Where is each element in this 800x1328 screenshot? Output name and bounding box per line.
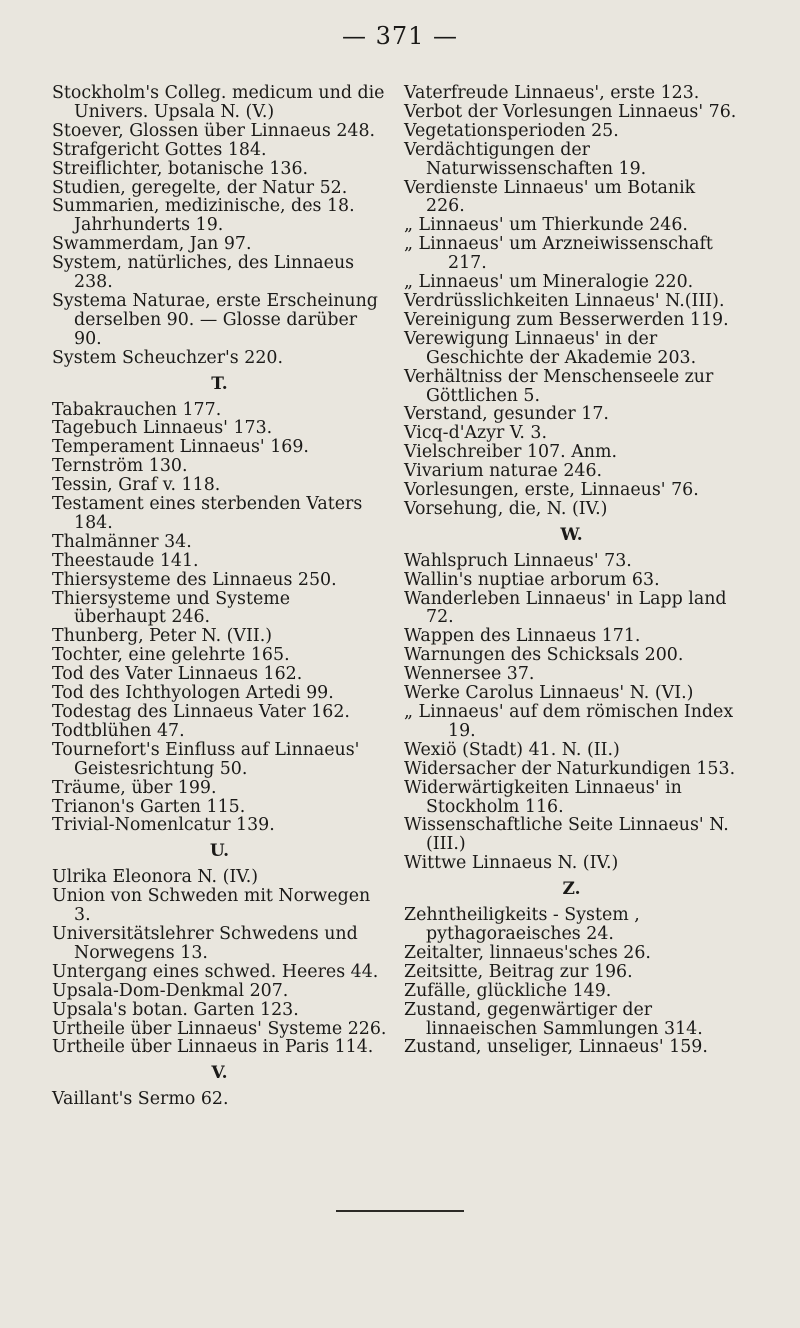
index-entry: Ternström 130. bbox=[52, 456, 188, 477]
index-entry: Streiflichter, botanische 136. bbox=[52, 158, 309, 179]
index-entry: Verdrüsslichkeiten Linnaeus' N.(III). bbox=[404, 290, 725, 311]
index-subentry: „ Linnaeus' um Arzneiwissenschaft 217. bbox=[404, 234, 719, 274]
index-entry: Thiersysteme und Systeme überhaupt 246. bbox=[52, 588, 296, 628]
index-entry: Trivial-Nomenlcatur 139. bbox=[52, 815, 275, 836]
index-entry: Vaterfreude Linnaeus', erste 123. bbox=[404, 83, 700, 103]
index-entry: Tagebuch Linnaeus' 173. bbox=[52, 418, 273, 439]
index-entry: Verbot der Vorlesungen Linnaeus' 76. bbox=[404, 101, 737, 122]
index-entry: Vereinigung zum Besserwerden 119. bbox=[404, 309, 729, 330]
index-entry: Wanderleben Linnaeus' in Lapp land 72. bbox=[404, 588, 733, 628]
index-entry: Vorlesungen, erste, Linnaeus' 76. bbox=[404, 480, 699, 501]
index-entry: Vaillant's Sermo 62. bbox=[52, 1089, 229, 1110]
index-entry: Zustand, gegenwärtiger der linnaeischen Sammlungen 314. bbox=[404, 999, 703, 1039]
index-entry: Verdächtigungen der Naturwissenschaften 19. bbox=[404, 139, 647, 179]
index-entry: Swammerdam, Jan 97. bbox=[52, 234, 252, 255]
index-entry: Ulrika Eleonora N. (IV.) bbox=[52, 867, 259, 888]
index-entry: Stoever, Glossen über Linnaeus 248. bbox=[52, 120, 376, 141]
index-entry: Union von Schweden mit Norwegen 3. bbox=[52, 886, 376, 926]
index-entry: Verhältniss der Menschenseele zur Göttlichen 5. bbox=[404, 366, 719, 406]
index-entry: Studien, geregelte, der Natur 52. bbox=[52, 177, 348, 198]
index-entry: Wahlspruch Linnaeus' 73. bbox=[404, 550, 632, 571]
index-entry: Vorsehung, die, N. (IV.) bbox=[404, 498, 608, 519]
index-entry: Strafgericht Gottes 184. bbox=[52, 139, 267, 160]
index-column-right bbox=[404, 84, 739, 1057]
index-subentry: „ Linnaeus' auf dem römischen Index 19. bbox=[404, 702, 739, 741]
index-column-left bbox=[52, 83, 390, 1110]
index-entry: Urtheile über Linnaeus in Paris 114. bbox=[52, 1037, 374, 1058]
index-entry: Tournefort's Einfluss auf Linnaeus' Geistesrichtung 50. bbox=[52, 739, 365, 779]
index-entry: Testament eines sterbenden Vaters 184. bbox=[52, 494, 368, 533]
index-entry: Theestaude 141. bbox=[52, 550, 199, 571]
index-entry: Tochter, eine gelehrte 165. bbox=[52, 645, 290, 666]
section-letter: Z. bbox=[562, 879, 581, 900]
index-entry: Vicq-d'Azyr V. 3. bbox=[404, 423, 548, 444]
index-entry: Widerwärtigkeiten Linnaeus' in Stockholm 116. bbox=[404, 777, 688, 817]
index-entry: Tod des Vater Linnaeus 162. bbox=[52, 664, 303, 685]
index-subentry: „ Linnaeus' um Thierkunde 246. bbox=[404, 215, 688, 236]
index-entry: Todestag des Linnaeus Vater 162. bbox=[52, 702, 350, 722]
index-entry: Verstand, gesunder 17. bbox=[404, 404, 609, 425]
index-entry: Vielschreiber 107. Anm. bbox=[404, 442, 617, 463]
index-entry: Upsala's botan. Garten 123. bbox=[52, 999, 299, 1020]
end-rule bbox=[336, 1210, 464, 1212]
index-entry: Systema Naturae, erste Erscheinung derselben 90. — Glosse darüber 90. bbox=[52, 290, 384, 349]
index-entry: Zustand, unseliger, Linnaeus' 159. bbox=[404, 1037, 708, 1058]
index-entry: Wexiö (Stadt) 41. N. (II.) bbox=[404, 739, 620, 760]
index-entry: Thalmänner 34. bbox=[52, 531, 192, 552]
index-entry: Universitätslehrer Schwedens und Norwegens 13. bbox=[52, 923, 364, 963]
index-entry: Temperament Linnaeus' 169. bbox=[52, 437, 309, 458]
index-entry: Zeitsitte, Beitrag zur 196. bbox=[404, 961, 633, 982]
index-entry: Trianon's Garten 115. bbox=[52, 796, 246, 817]
index-entry: Werke Carolus Linnaeus' N. (VI.) bbox=[404, 683, 694, 704]
index-entry: Wennersee 37. bbox=[404, 664, 535, 685]
index-entry: Träume, über 199. bbox=[52, 777, 217, 798]
index-entry: System, natürliches, des Linnaeus 238. bbox=[52, 253, 360, 293]
index-entry: Thiersysteme des Linnaeus 250. bbox=[52, 569, 337, 590]
section-letter: U. bbox=[209, 841, 230, 862]
index-entry: Widersacher der Naturkundigen 153. bbox=[404, 758, 736, 779]
index-entry: Warnungen des Schicksals 200. bbox=[404, 645, 684, 666]
index-entry: Zeitalter, linnaeus'sches 26. bbox=[404, 942, 651, 963]
index-entry: Tabakrauchen 177. bbox=[52, 399, 222, 420]
page-number: — 371 — bbox=[341, 22, 459, 50]
index-entry: Vivarium naturae 246. bbox=[404, 461, 603, 482]
index-entry: Verewigung Linnaeus' in der Geschichte der Akademie 203. bbox=[404, 328, 697, 368]
section-letter: T. bbox=[211, 373, 228, 394]
index-entry: Upsala-Dom-Denkmal 207. bbox=[52, 980, 289, 1001]
section-letter: W. bbox=[560, 524, 583, 545]
index-entry: Wappen des Linnaeus 171. bbox=[404, 626, 641, 647]
index-subentry: „ Linnaeus' um Mineralogie 220. bbox=[404, 272, 694, 293]
index-entry: Todtblühen 47. bbox=[52, 720, 185, 741]
index-entry: Thunberg, Peter N. (VII.) bbox=[52, 626, 273, 647]
index-entry: Vegetationsperioden 25. bbox=[404, 120, 619, 141]
index-entry: Verdienste Linnaeus' um Botanik 226. bbox=[404, 177, 701, 217]
index-entry: System Scheuchzer's 220. bbox=[52, 347, 283, 368]
index-entry: Urtheile über Linnaeus' Systeme 226. bbox=[52, 1018, 387, 1039]
index-entry: Summarien, medizinische, des 18. Jahrhunderts 19. bbox=[52, 196, 361, 236]
index-entry: Stockholm's Colleg. medicum und die Univers. Upsala N. (V.) bbox=[52, 83, 390, 122]
index-entry: Wissenschaftliche Seite Linnaeus' N. (III.) bbox=[404, 815, 735, 855]
index-entry: Wallin's nuptiae arborum 63. bbox=[404, 569, 660, 590]
index-entry: Zehntheiligkeits - System , pythagoraeisches 24. bbox=[404, 905, 646, 944]
index-entry: Wittwe Linnaeus N. (IV.) bbox=[404, 853, 619, 874]
index-entry: Tessin, Graf v. 118. bbox=[52, 475, 221, 496]
index-entry: Tod des Ichthyologen Artedi 99. bbox=[52, 683, 334, 704]
index-entry: Zufälle, glückliche 149. bbox=[404, 980, 612, 1001]
index-entry: Untergang eines schwed. Heeres 44. bbox=[52, 961, 379, 982]
section-letter: V. bbox=[211, 1063, 228, 1084]
